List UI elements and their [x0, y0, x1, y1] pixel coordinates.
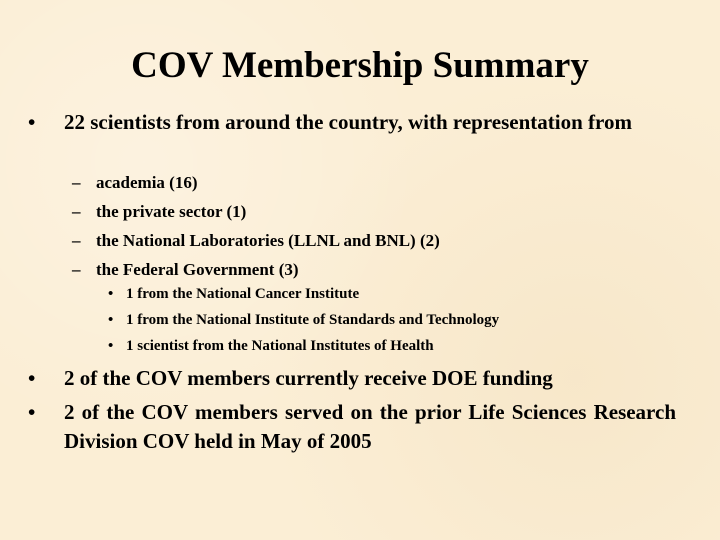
bullet-icon: •	[108, 286, 114, 302]
bullet-icon: •	[28, 400, 36, 424]
bullet-icon: •	[28, 366, 36, 390]
dash-icon: –	[72, 231, 81, 250]
sub-item	[72, 255, 672, 284]
bullet-icon: •	[108, 338, 114, 354]
bullet-icon: •	[28, 110, 36, 134]
sub-item-text: the National Laboratories (LLNL and BNL) (2)	[96, 231, 440, 250]
slide-title: COV Membership Summary	[131, 45, 589, 86]
sub-sub-item-text: 1 from the National Cancer Institute	[126, 286, 360, 302]
dash-icon: –	[72, 260, 81, 279]
bullet-item	[28, 108, 676, 137]
sub-item	[72, 226, 672, 255]
bullet-item	[28, 364, 676, 393]
sub-sub-item-text: 1 scientist from the National Institutes of Health	[126, 338, 434, 354]
bullet-text: 22 scientists from around the country, with representation from	[64, 110, 632, 134]
sub-sub-item	[108, 281, 668, 307]
sub-item	[72, 168, 672, 197]
sub-item-text: the Federal Government (3)	[96, 260, 299, 279]
sub-item	[72, 197, 672, 226]
sub-sub-item	[108, 307, 668, 333]
dash-icon: –	[72, 202, 81, 221]
bullet-icon: •	[108, 312, 114, 328]
bullet-text: 2 of the COV members served on the prior Life Sciences Research Division COV held in May of 2005	[64, 400, 676, 453]
sub-item-text: academia (16)	[96, 173, 198, 192]
sub-item-text: the private sector (1)	[96, 202, 247, 221]
bullet-text: 2 of the COV members currently receive DOE funding	[64, 366, 553, 390]
sub-sub-item-text: 1 from the National Institute of Standards and Technology	[126, 312, 500, 328]
sub-sub-item	[108, 333, 668, 359]
dash-icon: –	[72, 173, 81, 192]
bullet-item	[28, 398, 676, 456]
